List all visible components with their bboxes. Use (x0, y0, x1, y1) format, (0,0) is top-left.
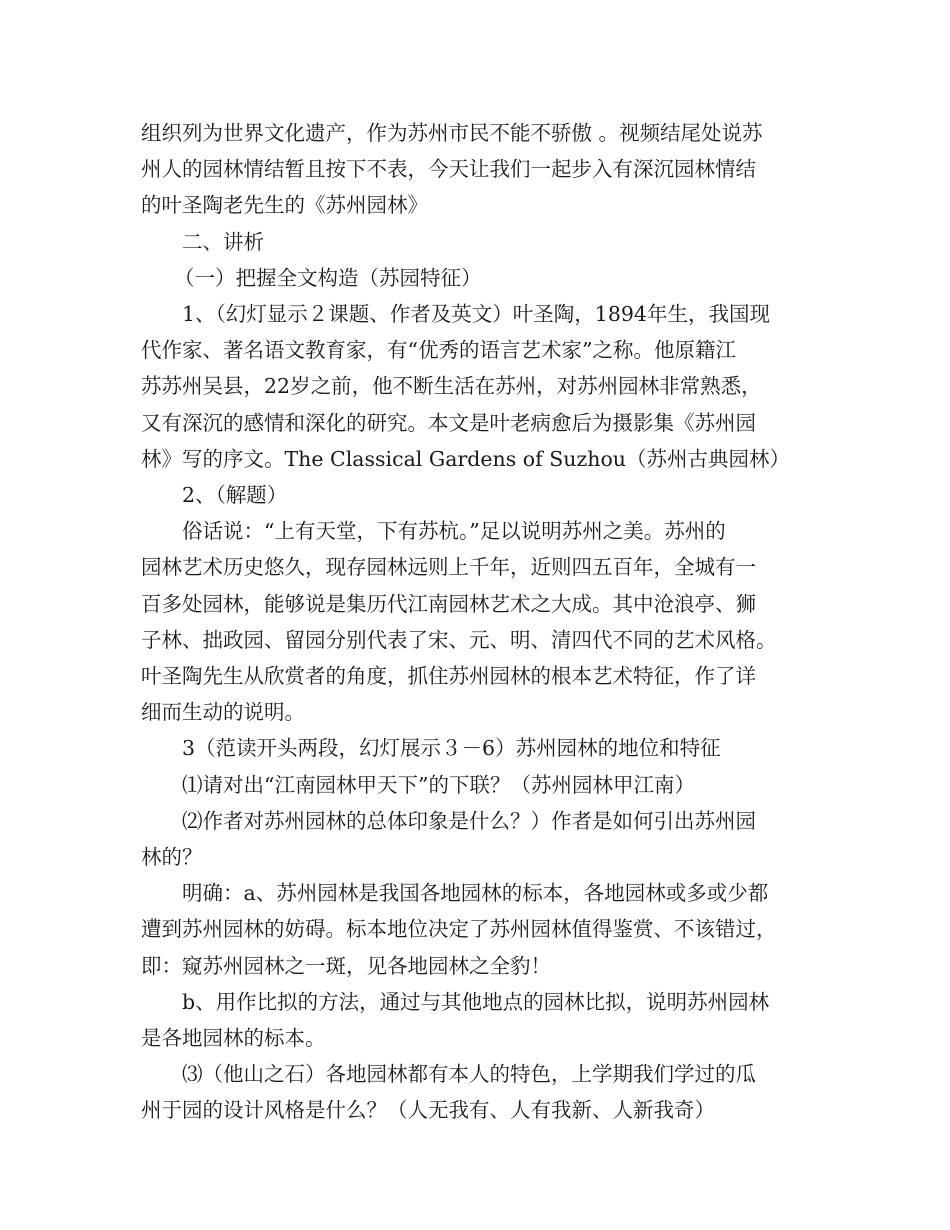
section-heading: 二、讲析 (182, 229, 264, 254)
text-line: 2、（解题） (182, 483, 288, 508)
text-line: 遭到苏州园林的妨碍。标本地位决定了苏州园林值得鉴赏、不该错过， (141, 917, 777, 942)
text-line: 子林、拙政园、留园分别代表了宋、元、明、清四代不同的艺术风格。 (141, 627, 777, 652)
text-line: 林》写的序文。The Classical Gardens of Suzhou（苏州古典园林） (141, 446, 790, 471)
subsection-heading: （一）把握全文构造（苏园特征） (174, 265, 482, 290)
text-line: b、用作比拟的方法，通过与其他地点的园林比拟，说明苏州园林 (182, 989, 770, 1014)
text-line: 又有深沉的感情和深化的研究。本文是叶老病愈后为摄影集《苏州园 (141, 410, 756, 435)
text-line: 俗话说：“上有天堂，下有苏杭。”足以说明苏州之美。苏州的 (182, 519, 726, 544)
text-line: 3（范读开头两段，幻灯展示３－6）苏州园林的地位和特征 (182, 736, 721, 761)
text-line: 叶圣陶先生从欣赏者的角度，抓住苏州园林的根本艺术特征，作了详 (141, 664, 756, 689)
text-line: 是各地园林的标本。 (141, 1026, 326, 1051)
text-line: 即：窥苏州园林之一斑，见各地园林之全豹！ (141, 953, 551, 978)
text-line: 明确：a、苏州园林是我国各地园林的标本，各地园林或多或少都 (182, 881, 769, 906)
text-line: ⑵作者对苏州园林的总体印象是什么？）作者是如何引出苏州园 (182, 808, 756, 833)
text-line: 的叶圣陶老先生的《苏州园林》 (141, 193, 428, 218)
text-line: 林的？ (141, 845, 203, 870)
text-line: 组织列为世界文化遗产，作为苏州市民不能不骄傲 。视频结尾处说苏 (141, 121, 763, 145)
text-line: 苏苏州吴县，22岁之前，他不断生活在苏州，对苏州园林非常熟悉， (141, 374, 762, 399)
text-line: ⑶（他山之石）各地园林都有本人的特色，上学期我们学过的瓜 (182, 1062, 756, 1087)
text-line: 细而生动的说明。 (141, 700, 305, 725)
text-line: 代作家、著名语文教育家，有“优秀的语言艺术家”之称。他原籍江 (141, 338, 736, 363)
text-line: ⑴请对出“江南园林甲天下”的下联？（苏州园林甲江南） (182, 772, 695, 797)
text-line: 园林艺术历史悠久，现存园林远则上千年，近则四五百年，全城有一 (141, 555, 756, 580)
text-line: 百多处园林，能够说是集历代江南园林艺术之大成。其中沧浪亭、狮 (141, 591, 756, 616)
text-line: 州人的园林情结暂且按下不表，今天让我们一起步入有深沉园林情结 (141, 157, 756, 182)
text-line: 1、（幻灯显示２课题、作者及英文）叶圣陶，1894年生，我国现 (182, 302, 770, 327)
text-line: 州于园的设计风格是什么？（人无我有、人有我新、人新我奇） (141, 1098, 715, 1123)
document-body (141, 115, 821, 1129)
